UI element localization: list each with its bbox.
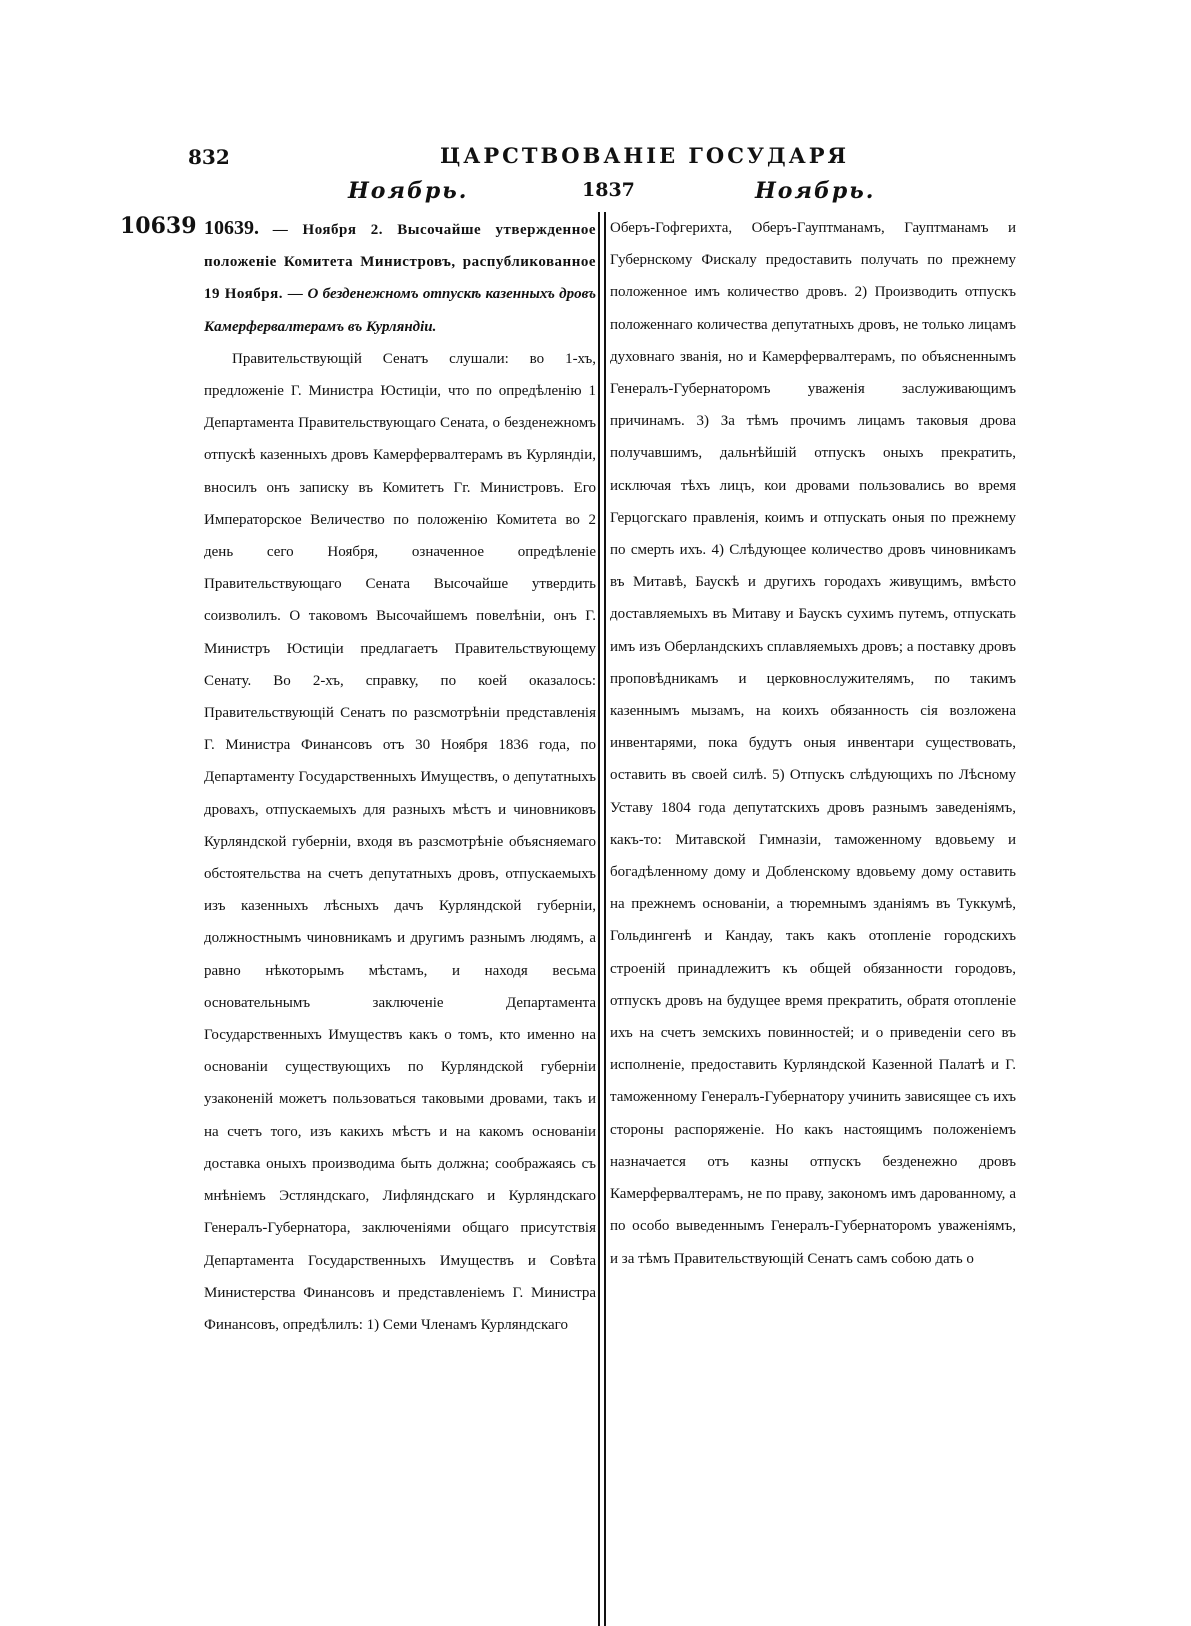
year: 1837 xyxy=(582,179,635,201)
running-title: ЦАРСТВОВАНІЕ ГОСУДАРЯ xyxy=(440,143,850,168)
month-right: Ноябрь. xyxy=(755,178,876,204)
entry-date-intro: — Ноября 2. Высочайше утвержденное положеніе Комитета Министровъ, распубликованное 19 Ноября. — xyxy=(204,222,597,303)
entry-number: 10639. xyxy=(204,217,259,239)
margin-entry-number: 10639 xyxy=(120,213,197,239)
left-column xyxy=(204,212,596,1341)
column-divider xyxy=(598,212,606,1626)
left-body-text: Правительствующій Сенатъ слушали: во 1-хъ, предложеніе Г. Министра Юстиціи, что по опредѣленію 1 Департамента Правительствующаго Сената, о безденежномъ отпускѣ казенныхъ дровъ Камерфервалтерамъ въ Курляндіи, вносилъ онъ записку въ Комитетъ Гг. Министровъ. Его Императорское Величество по положенію Комитета во 2 день сего Ноября, означенное опредѣленіе Правительствующаго Сената Высочайше утвердить соизволилъ. О таковомъ Высочайшемъ повелѣніи, онъ Г. Министръ Юстиціи предлагаетъ Правительствующему Сенату. Во 2-хъ, справку, по коей оказалось: Правительствующій Сенатъ по разсмотрѣніи представленія Г. Министра Финансовъ отъ 30 Ноября 1836 года, по Департаменту Государственныхъ Имуществъ, о депутатныхъ дровахъ, отпускаемыхъ для разныхъ мѣстъ и чиновниковъ Курляндской губерніи, входя въ разсмотрѣніе объясняемаго обстоятельства на счетъ депутатныхъ дровъ, отпускаемыхъ изъ казенныхъ лѣсныхъ дачъ Курляндской губерніи, должностнымъ чиновникамъ и другимъ разнымъ людямъ, а равно нѣкоторымъ мѣстамъ, и находя весьма основательнымъ заключеніе Департамента Государственныхъ Имуществъ какъ о томъ, кто именно на основаніи существующихъ по Курляндской губерніи узаконеній можетъ пользоваться таковыми дровами, такъ и на счетъ того, изъ какихъ мѣстъ и на какомъ основаніи доставка оныхъ производима быть должна; соображаясь съ мнѣніемъ Эстляндскаго, Лифляндскаго и Курляндскаго Генералъ-Губернатора, заключеніями общаго присутствія Департамента Государственныхъ Имуществъ и Совѣта Министерства Финансовъ и представленіемъ Г. Министра Финансовъ, опредѣлилъ: 1) Семи Членамъ Курляндскаго xyxy=(204,350,596,1333)
entry-heading xyxy=(204,212,596,343)
month-left: Ноябрь. xyxy=(348,178,469,204)
right-body-text: Оберъ-Гофгерихта, Оберъ-Гауптманамъ, Гауптманамъ и Губернскому Фискалу предоставить получать по прежнему положенное имъ количество дровъ. 2) Производить отпускъ положеннаго количества депутатныхъ дровъ, не только лицамъ духовнаго званія, но и Камерфервалтерамъ, по объясненнымъ Генералъ-Губернаторомъ уваженія заслуживающимъ причинамъ. 3) За тѣмъ прочимъ лицамъ таковыя дрова получавшимъ, дальнѣйшій отпускъ оныхъ прекратить, исключая тѣхъ лицъ, кои дровами пользовались во время Герцогскаго правленія, коимъ и отпускать оныя по прежнему по смерть ихъ. 4) Слѣдующее количество дровъ чиновникамъ въ Митавѣ, Баускѣ и другихъ городахъ живущимъ, вмѣсто доставляемыхъ въ Митаву и Баускъ сухимъ путемъ, отпускать имъ изъ Оберландскихъ сплавляемыхъ дровъ; а поставку дровъ проповѣдникамъ и церковнослужителямъ, по такимъ казеннымъ мызамъ, на коихъ обязанность сія возложена инвентарями, пока будутъ оныя инвентари существовать, оставить въ своей силѣ. 5) Отпускъ слѣдующихъ по Лѣсному Уставу 1804 года депутатскихъ дровъ разнымъ заведеніямъ, какъ-то: Митавской Гимназіи, таможенному вдовьему и богадѣленному дому и Добленскому вдовьему дому оставить на прежнемъ основаніи, а тюремнымъ зданіямъ въ Туккумѣ, Гольдингенѣ и Кандау, такъ какъ отопленіе городскихъ строеній принадлежитъ къ общей обязанности городовъ, отпускъ дровъ на будущее время прекратить, обратя отопленіе ихъ на счетъ земскихъ повинностей; и о приведеніи сего въ исполненіе, предоставить Курляндской Казенной Палатѣ и Г. таможенному Генералъ-Губернатору учинить зависящее съ ихъ стороны распоряженіе. Но какъ настоящимъ положеніемъ назначается отъ казны отпускъ безденежно дровъ Камерфервалтерамъ, не по праву, закономъ имъ дарованному, а по особо выведеннымъ Генералъ-Губернаторомъ уваженіямъ, и за тѣмъ Правительствующій Сенатъ самъ собою дать о xyxy=(610,220,1016,1267)
right-column xyxy=(610,212,1016,1275)
page-number: 832 xyxy=(188,145,230,169)
entry-title: О безденежномъ отпускѣ казенныхъ дровъ Камерфервалтерамъ въ Курляндіи. xyxy=(204,286,596,335)
